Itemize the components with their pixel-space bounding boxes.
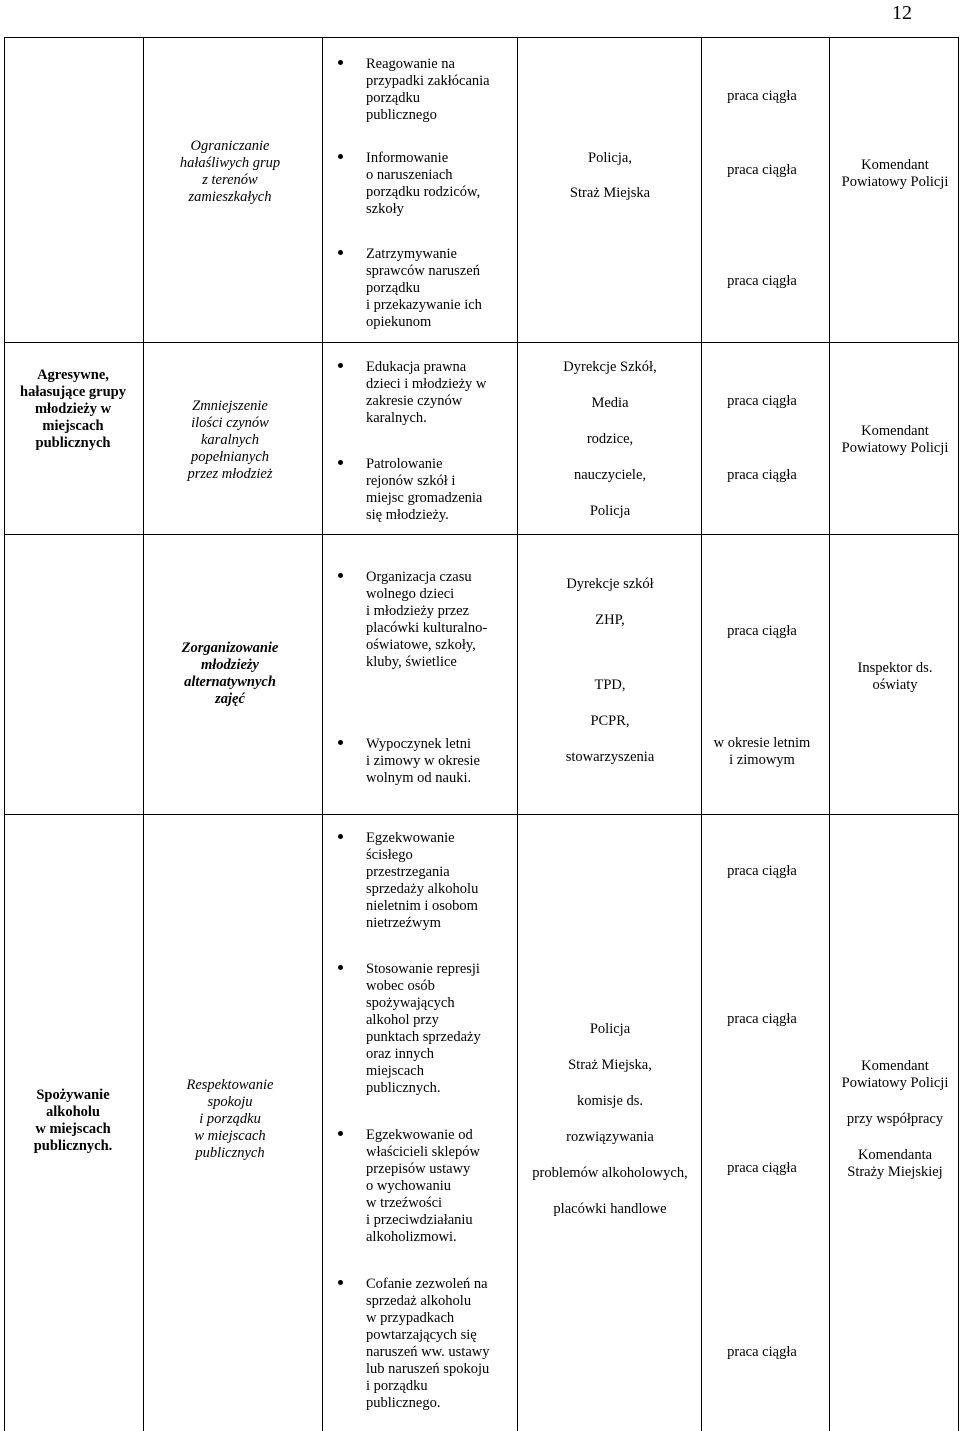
executor-line: Policja	[589, 1021, 631, 1037]
column-divider	[701, 37, 702, 1431]
action-line: lub naruszeń spokoju	[366, 1361, 490, 1377]
action-line: alkohol przy	[366, 1012, 439, 1028]
bullet-icon	[338, 834, 343, 839]
threat-line: w miejscach	[35, 1121, 111, 1137]
row-divider	[4, 534, 959, 535]
goal-line: i porządku	[199, 1111, 261, 1127]
action-line: Zatrzymywanie	[366, 246, 457, 262]
supervisor-line: Straży Miejskiej	[847, 1164, 943, 1180]
action-line: o naruszeniach	[366, 167, 453, 183]
action-line: porządku	[366, 280, 420, 296]
threat-line: alkoholu	[46, 1104, 100, 1120]
action-line: i przeciwdziałaniu	[366, 1212, 473, 1228]
action-item	[366, 56, 506, 124]
goal-line: Zorganizowanie	[181, 640, 279, 656]
goal-line: z terenów	[202, 172, 258, 188]
action-line: kluby, świetlice	[366, 654, 457, 670]
deadline-line: w okresie letnim	[713, 735, 811, 751]
column-divider	[517, 37, 518, 1431]
goal-line: karalnych	[201, 432, 259, 448]
bullet-icon	[338, 250, 343, 255]
threat-line: Agresywne,	[37, 367, 109, 383]
executor-cell	[522, 359, 698, 539]
supervisor-line: Komendant	[861, 423, 929, 439]
bullet-icon	[338, 60, 343, 65]
supervisor-cell	[832, 1058, 958, 1181]
action-line: właścicieli sklepów	[366, 1144, 480, 1160]
threat-line: publicznych.	[33, 1138, 113, 1154]
action-line: Patrolowanie	[366, 456, 443, 472]
executor-line: Policja,	[588, 150, 632, 166]
goal-line: ilości czynów	[191, 415, 269, 431]
action-line: Organizacja czasu	[366, 569, 472, 585]
action-line: spożywających	[366, 995, 455, 1011]
action-line: Egzekwowanie od	[366, 1127, 473, 1143]
row-divider	[4, 814, 959, 815]
action-line: Egzekwowanie	[366, 830, 455, 846]
executor-line: nauczyciele,	[573, 467, 647, 483]
executor-line: TPD,	[594, 677, 626, 693]
goal-cell	[150, 640, 310, 708]
goal-line: popełnianych	[190, 449, 270, 465]
deadline-text: praca ciągła	[727, 863, 797, 879]
goal-cell	[150, 1077, 310, 1162]
action-line: Reagowanie na	[366, 56, 455, 72]
action-item	[366, 961, 506, 1097]
action-line: sprawców naruszeń	[366, 263, 480, 279]
action-line: szkoły	[366, 201, 404, 217]
threat-line: młodzieży w	[34, 401, 112, 417]
action-line: i porządku	[366, 1378, 428, 1394]
action-line: i przekazywanie ich	[366, 297, 482, 313]
action-line: przepisów ustawy	[366, 1161, 471, 1177]
action-line: przestrzegania	[366, 864, 450, 880]
executor-cell	[522, 576, 698, 766]
executor-line: Straż Miejska,	[568, 1057, 652, 1073]
threat-line: Spożywanie	[36, 1087, 110, 1103]
column-divider	[143, 37, 144, 1431]
action-item	[366, 830, 506, 932]
goal-line: zamieszkałych	[188, 189, 272, 205]
executor-line: ZHP,	[595, 612, 625, 628]
deadline-text: praca ciągła	[727, 467, 797, 483]
executor-line: Media	[591, 395, 629, 411]
bullet-icon	[338, 1280, 343, 1285]
threat-cell	[8, 367, 138, 452]
action-item	[366, 246, 506, 331]
goal-cell	[150, 138, 310, 206]
action-line: oświatowe, szkoły,	[366, 637, 476, 653]
action-item	[366, 150, 506, 218]
action-line: naruszeń ww. ustawy	[366, 1344, 490, 1360]
column-divider	[829, 37, 830, 1431]
action-line: dzieci i młodzieży w	[366, 376, 487, 392]
action-line: Cofanie zezwoleń na	[366, 1276, 488, 1292]
action-line: sprzedaży alkoholu	[366, 881, 479, 897]
supervisor-line: Powiatowy Policji	[841, 1075, 949, 1091]
action-item	[366, 359, 506, 427]
action-line: nietrzeźwym	[366, 915, 441, 931]
executor-line: placówki handlowe	[553, 1201, 667, 1217]
bullet-icon	[338, 965, 343, 970]
threat-line: miejscach	[42, 418, 104, 434]
goal-cell	[150, 398, 310, 483]
action-line: ścisłego	[366, 847, 413, 863]
action-line: Wypoczynek letni	[366, 736, 472, 752]
deadline-text: praca ciągła	[727, 1160, 797, 1176]
table-border-left	[4, 37, 5, 1431]
bullet-icon	[338, 460, 343, 465]
goal-line: publicznych	[195, 1145, 265, 1161]
goal-line: młodzieży	[201, 657, 259, 673]
deadline-text: praca ciągła	[727, 393, 797, 409]
action-line: i młodzieży przez	[366, 603, 470, 619]
goal-line: przez młodzież	[187, 466, 273, 482]
executor-line: PCPR,	[590, 713, 630, 729]
action-item	[366, 456, 506, 524]
executor-line: stowarzyszenia	[565, 749, 655, 765]
action-line: miejsc gromadzenia	[366, 490, 483, 506]
supervisor-line: Komendanta	[857, 1147, 933, 1163]
action-line: publicznego	[366, 107, 437, 123]
action-line: się młodzieży.	[366, 507, 449, 523]
action-line: Stosowanie represji	[366, 961, 480, 977]
supervisor-line: Powiatowy Policji	[841, 174, 949, 190]
deadline-cell	[704, 735, 820, 769]
supervisor-line: Komendant	[861, 1058, 929, 1074]
deadline-line: i zimowym	[729, 752, 795, 768]
deadline-text: praca ciągła	[727, 1011, 797, 1027]
action-line: i zimowy w okresie	[366, 753, 480, 769]
threat-line: hałasujące grupy	[20, 384, 126, 400]
action-line: w trzeźwości	[366, 1195, 443, 1211]
bullet-icon	[338, 1131, 343, 1136]
table-border-right	[958, 37, 959, 1431]
deadline-text: praca ciągła	[727, 162, 797, 178]
action-line: przypadki zakłócania	[366, 73, 490, 89]
executor-line: Dyrekcje szkół	[566, 576, 654, 592]
action-line: wolnego dzieci	[366, 586, 455, 602]
action-line: wolnym od nauki.	[366, 770, 472, 786]
action-item	[366, 569, 506, 671]
action-line: Edukacja prawna	[366, 359, 467, 375]
bullet-icon	[338, 573, 343, 578]
goal-line: spokoju	[207, 1094, 253, 1110]
executor-line: komisje ds.	[576, 1093, 644, 1109]
goal-line: Zmniejszenie	[192, 398, 268, 414]
action-line: miejscach	[366, 1063, 424, 1079]
supervisor-line: Powiatowy Policji	[841, 440, 949, 456]
bullet-icon	[338, 740, 343, 745]
action-line: opiekunom	[366, 314, 432, 330]
action-line: Informowanie	[366, 150, 449, 166]
action-item	[366, 1276, 506, 1412]
action-line: karalnych.	[366, 410, 427, 426]
bullet-icon	[338, 363, 343, 368]
action-line: sprzedaż alkoholu	[366, 1293, 472, 1309]
deadline-text: praca ciągła	[727, 1344, 797, 1360]
action-line: powtarzających się	[366, 1327, 477, 1343]
action-line: oraz innych	[366, 1046, 435, 1062]
action-line: placówki kulturalno-	[366, 620, 488, 636]
supervisor-line: przy współpracy	[846, 1111, 944, 1127]
executor-line: rodzice,	[586, 431, 634, 447]
threat-cell	[8, 1087, 138, 1155]
supervisor-cell	[832, 660, 958, 694]
action-line: porządku	[366, 90, 420, 106]
supervisor-cell	[832, 157, 958, 191]
action-item	[366, 1127, 506, 1246]
goal-line: alternatywnych	[184, 674, 276, 690]
executor-line: rozwiązywania	[566, 1129, 654, 1145]
executor-cell	[522, 150, 698, 202]
executor-line: Policja	[589, 503, 631, 519]
action-line: nieletnim i osobom	[366, 898, 478, 914]
goal-line: w miejscach	[194, 1128, 266, 1144]
action-line: w przypadkach	[366, 1310, 455, 1326]
executor-line: problemów alkoholowych,	[532, 1165, 688, 1181]
action-line: punktach sprzedaży	[366, 1029, 481, 1045]
threat-line: publicznych	[35, 435, 111, 451]
supervisor-line: Inspektor ds.	[857, 660, 933, 676]
goal-line: zajęć	[215, 691, 245, 707]
action-line: zakresie czynów	[366, 393, 463, 409]
deadline-text: praca ciągła	[727, 273, 797, 289]
action-line: rejonów szkół i	[366, 473, 456, 489]
executor-cell	[522, 1021, 698, 1237]
action-line: publicznego.	[366, 1395, 441, 1411]
deadline-text: praca ciągła	[727, 88, 797, 104]
supervisor-line: Komendant	[861, 157, 929, 173]
column-divider	[322, 37, 323, 1431]
action-line: publicznych.	[366, 1080, 441, 1096]
action-item	[366, 736, 506, 787]
row-divider	[4, 342, 959, 343]
deadline-text: praca ciągła	[727, 623, 797, 639]
action-line: porządku rodziców,	[366, 184, 481, 200]
executor-line: Dyrekcje Szkół,	[563, 359, 657, 375]
action-line: o wychowaniu	[366, 1178, 451, 1194]
page-number: 12	[892, 2, 912, 24]
goal-line: hałaśliwych grup	[179, 155, 281, 171]
goal-line: Ograniczanie	[190, 138, 270, 154]
goal-line: Respektowanie	[186, 1077, 274, 1093]
supervisor-line: oświaty	[872, 677, 918, 693]
action-line: wobec osób	[366, 978, 435, 994]
action-line: alkoholizmowi.	[366, 1229, 457, 1245]
executor-line: Straż Miejska	[569, 185, 651, 201]
supervisor-cell	[832, 423, 958, 457]
table-border-top	[4, 37, 959, 38]
bullet-icon	[338, 154, 343, 159]
